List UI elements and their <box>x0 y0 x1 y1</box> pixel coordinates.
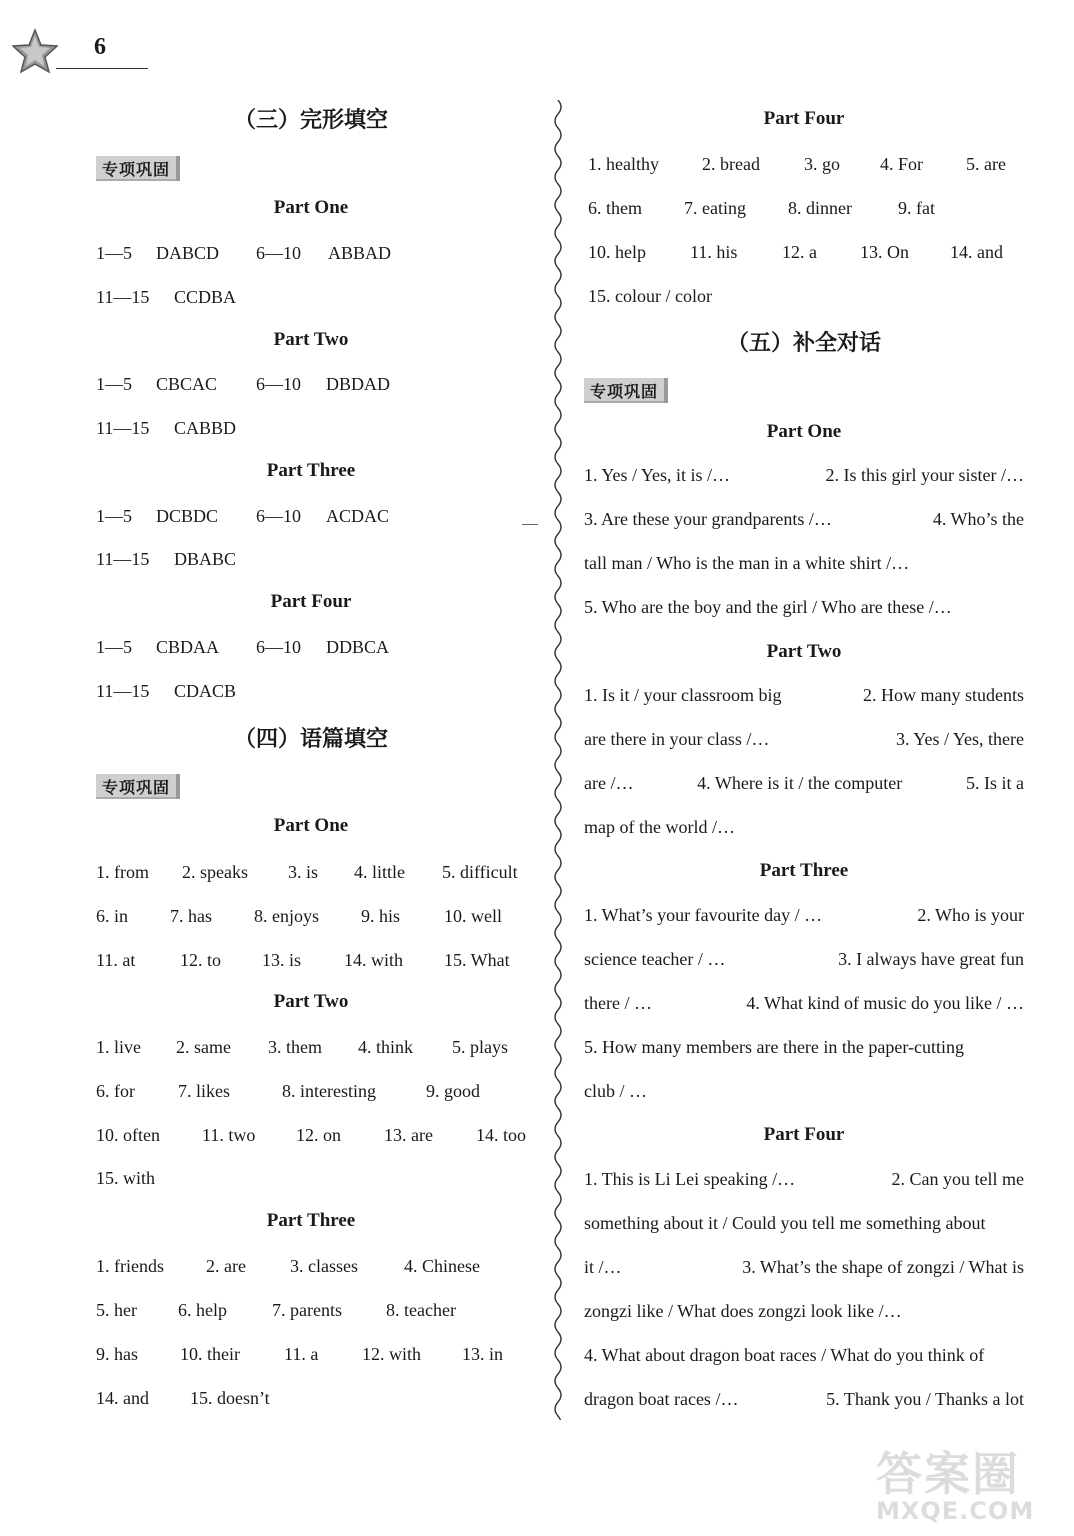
tag-practice: 专项巩固 <box>584 378 668 403</box>
answer-row: 1—5 DCBDC 6—10 ACDAC <box>96 506 390 526</box>
watermark: 答案圈 MXQE.COM <box>876 1447 1035 1525</box>
answer-row: 1—5 DABCD 6—10 ABBAD <box>96 243 392 263</box>
answer-row: 9. has 10. their 11. a 12. with 13. in <box>96 1344 504 1364</box>
answer-row: 15. colour / color <box>588 286 712 306</box>
answer-row: 10. help 11. his 12. a 13. On 14. and <box>588 242 1003 262</box>
answer-row: 1. from 2. speaks 3. is 4. little 5. difficult <box>96 862 518 882</box>
part-title: Part Two <box>766 641 842 662</box>
answer-row: 1—5 CBCAC 6—10 DBDAD <box>96 374 391 394</box>
answer-row: 6. in 7. has 8. enjoys 9. his 10. well <box>96 906 502 926</box>
header-rule <box>56 68 148 69</box>
star-icon <box>12 28 58 74</box>
part-title: Part Three <box>266 460 356 481</box>
answer-row: 1—5 CBDAA 6—10 DDBCA <box>96 637 390 657</box>
part-title: Part Four <box>763 1124 845 1145</box>
part-title: Part Three <box>759 860 849 881</box>
answer-paragraph: 1. Is it / your classroom big 2. How many students are there in your class /… 3. Yes / Yes, there are /… 4. Where is it / the computer 5. Is it a map of the world /… <box>584 685 1024 837</box>
answer-row: 5. her 6. help 7. parents 8. teacher <box>96 1300 456 1320</box>
part-title: Part One <box>273 197 349 218</box>
part-title: Part Two <box>273 329 349 350</box>
part-title: Part Four <box>270 591 352 612</box>
answer-row: 11. at 12. to 13. is 14. with 15. What <box>96 950 510 970</box>
answer-paragraph: 1. Yes / Yes, it is /… 2. Is this girl your sister /… 3. Are these your grandparents /… 4. Who’s the tall man / Who is the man in a white shirt /… 5. Who are the boy and the girl / Who are these /… <box>584 465 1024 617</box>
tag-practice: 专项巩固 <box>96 156 180 181</box>
answer-row: 11—15 CCDBA <box>96 287 237 307</box>
answer-row: 10. often 11. two 12. on 13. are 14. too <box>96 1125 527 1145</box>
section-title-cloze: （三）完形填空 <box>233 108 388 133</box>
part-title: Part Three <box>266 1210 356 1231</box>
part-title: Part One <box>273 815 349 836</box>
answer-row: 14. and 15. doesn’t <box>96 1388 270 1408</box>
answer-paragraph: 1. This is Li Lei speaking /… 2. Can you tell me something about it / Could you tell me something about it /… 3. What’s the shape of zongzi / What is zongzi like / What does zongzi look like /… 4. What about dragon boat races / What do you think of dragon boat races /… 5. Thank you / Thanks a lot <box>584 1169 1024 1409</box>
answer-row: 6. for 7. likes 8. interesting 9. good <box>96 1081 480 1101</box>
answer-row: 1. friends 2. are 3. classes 4. Chinese <box>96 1256 480 1276</box>
answer-row: 1. live 2. same 3. them 4. think 5. plays <box>96 1037 508 1057</box>
section-title-dialogue: （五）补全对话 <box>726 331 881 356</box>
answer-row: 1. healthy 2. bread 3. go 4. For 5. are <box>588 154 1006 174</box>
answer-row: 15. with <box>96 1168 156 1188</box>
part-title: Part Four <box>763 108 845 129</box>
part-title: Part Two <box>273 991 349 1012</box>
tag-practice: 专项巩固 <box>96 774 180 799</box>
answer-row: 6. them 7. eating 8. dinner 9. fat <box>588 198 935 218</box>
answer-paragraph: 1. What’s your favourite day / … 2. Who is your science teacher / … 3. I always have great fun there / … 4. What kind of music do you like / … 5. How many members are there in the paper-cutting club / … <box>584 905 1024 1101</box>
answer-row: 11—15 CABBD <box>96 418 237 438</box>
part-title: Part One <box>766 421 842 442</box>
page-number: 6 <box>94 34 106 60</box>
answer-row: 11—15 DBABC <box>96 549 237 569</box>
answer-row: 11—15 CDACB <box>96 681 237 701</box>
section-title-passage: （四）语篇填空 <box>233 727 388 752</box>
column-divider <box>548 100 568 1420</box>
